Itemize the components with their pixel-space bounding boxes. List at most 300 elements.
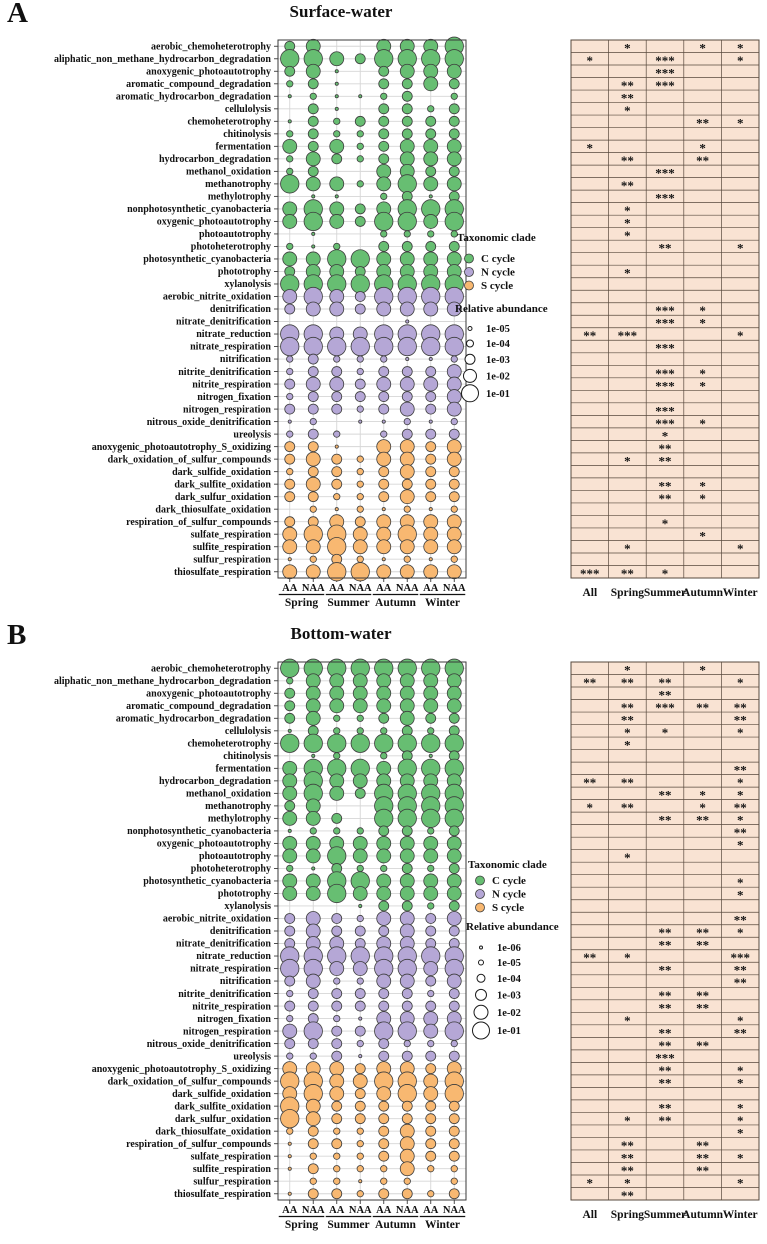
- bubble: [375, 50, 393, 68]
- bubble: [447, 377, 461, 391]
- bubble: [449, 901, 459, 911]
- bubble: [400, 1149, 414, 1163]
- bubble: [449, 79, 459, 89]
- bubble: [445, 212, 463, 230]
- bubble: [288, 95, 291, 98]
- bubble: [379, 104, 389, 114]
- bubble: [402, 826, 412, 836]
- bubble: [334, 493, 340, 499]
- legend-size-label: 1e-03: [497, 990, 521, 1002]
- sig-cell: ***: [655, 415, 675, 431]
- bubble: [283, 139, 297, 153]
- bubble: [355, 216, 365, 226]
- bubble: [288, 1155, 291, 1158]
- row-label: methylotrophy: [207, 813, 271, 825]
- sig-cell: **: [696, 153, 710, 169]
- bubble: [426, 1151, 436, 1161]
- bubble: [334, 356, 340, 362]
- bubble: [332, 367, 342, 377]
- bubble: [332, 479, 342, 489]
- bubble: [359, 95, 362, 98]
- sig-cell: *: [699, 787, 706, 803]
- bubble: [447, 699, 461, 713]
- bubble: [426, 241, 436, 251]
- bubble: [424, 177, 438, 191]
- bubble: [287, 678, 293, 684]
- x-axis-label: NAA: [442, 1205, 466, 1216]
- bubble: [310, 1178, 316, 1184]
- season-label: Autumn: [375, 1219, 416, 1231]
- bubble: [287, 243, 293, 249]
- sig-cell: *: [699, 800, 706, 816]
- bubble: [285, 442, 295, 452]
- bubble: [381, 865, 387, 871]
- row-label: sulfite_respiration: [192, 541, 271, 553]
- sig-cell: **: [733, 699, 747, 715]
- bubble: [332, 404, 342, 414]
- bubble: [449, 129, 459, 139]
- sig-cell: **: [658, 925, 672, 941]
- sig-cell: **: [733, 762, 747, 778]
- bubble: [379, 241, 389, 251]
- sig-cell: *: [699, 528, 706, 544]
- bubble: [357, 506, 363, 512]
- sig-cell: **: [658, 478, 672, 494]
- bubble: [353, 674, 367, 688]
- bubble: [332, 1114, 342, 1124]
- bubble: [377, 974, 391, 988]
- bubble: [308, 367, 318, 377]
- sig-cell: **: [620, 77, 634, 93]
- bubble: [381, 431, 387, 437]
- bubble: [449, 1051, 459, 1061]
- sig-cell: **: [620, 674, 634, 690]
- bubble: [306, 1112, 320, 1126]
- bubble: [447, 390, 461, 404]
- bubble: [330, 214, 344, 228]
- bubble: [353, 962, 367, 976]
- bubble: [375, 337, 393, 355]
- bubble: [357, 456, 363, 462]
- bubble: [328, 847, 346, 865]
- bubble: [332, 989, 342, 999]
- row-label: sulfite_respiration: [192, 1163, 271, 1175]
- bubble: [353, 1074, 367, 1088]
- bubble: [400, 452, 414, 466]
- sig-cell: *: [736, 1125, 744, 1141]
- bubble: [426, 116, 436, 126]
- bubble: [334, 728, 340, 734]
- bubble: [379, 1151, 389, 1161]
- row-label: aromatic_compound_degradation: [126, 700, 271, 712]
- bubble: [353, 836, 367, 850]
- legend-size-swatch: [462, 385, 479, 402]
- row-label: photosynthetic_cyanobacteria: [143, 876, 271, 888]
- legend-size-label: 1e-05: [486, 324, 510, 335]
- bubble: [310, 828, 316, 834]
- sig-cell: ***: [655, 403, 675, 419]
- bubble: [426, 479, 436, 489]
- row-label: dark_thiosulfate_oxidation: [155, 504, 271, 516]
- bubble: [382, 420, 385, 423]
- sig-cell: **: [658, 1100, 672, 1116]
- bubble: [377, 849, 391, 863]
- row-label: dark_sulfur_oxidation: [174, 1113, 271, 1125]
- bubble: [400, 686, 414, 700]
- legend-abundance-title: Relative abundance: [466, 921, 559, 933]
- bubble: [400, 874, 414, 888]
- bubble: [357, 865, 363, 871]
- bubble: [332, 1051, 342, 1061]
- x-axis-label: NAA: [395, 583, 419, 594]
- bubble: [357, 1140, 363, 1146]
- bubble: [424, 252, 438, 266]
- x-axis-label: AA: [423, 1205, 439, 1216]
- bubble: [447, 64, 461, 78]
- bubble: [332, 913, 342, 923]
- bubble: [283, 774, 297, 788]
- row-label: nitrate_respiration: [190, 963, 271, 975]
- bubble: [306, 302, 320, 316]
- sig-cell: **: [583, 775, 597, 791]
- legend-clade-label: C cycle: [492, 875, 526, 887]
- bubble: [400, 302, 414, 316]
- bubble: [357, 728, 363, 734]
- bubble: [287, 156, 293, 162]
- bubble: [306, 477, 320, 491]
- bubble: [449, 713, 459, 723]
- bubble: [285, 517, 295, 527]
- bubble: [330, 139, 344, 153]
- bubble: [287, 990, 293, 996]
- bubble: [424, 886, 438, 900]
- bubble: [287, 865, 293, 871]
- bubble: [355, 1089, 365, 1099]
- bubble: [428, 1191, 434, 1197]
- sig-cell: *: [736, 240, 744, 256]
- bubble: [330, 177, 344, 191]
- bubble: [306, 177, 320, 191]
- sig-cell: ***: [730, 950, 750, 966]
- sig-cell: ***: [655, 77, 675, 93]
- bubble: [351, 275, 369, 293]
- bubble: [381, 356, 387, 362]
- bubble: [335, 82, 338, 85]
- bubble: [428, 106, 434, 112]
- sig-cell: ***: [655, 190, 675, 206]
- sig-cell: ***: [655, 303, 675, 319]
- bubble: [402, 104, 412, 114]
- bubble: [449, 863, 459, 873]
- bubble: [400, 911, 414, 925]
- legend-size-label: 1e-04: [486, 339, 510, 350]
- bubble: [351, 337, 369, 355]
- sig-cell: *: [624, 265, 631, 281]
- bubble: [357, 1153, 363, 1159]
- sig-cell: **: [658, 937, 672, 953]
- bubble: [447, 874, 461, 888]
- bubble: [281, 959, 299, 977]
- sig-cell: **: [620, 712, 634, 728]
- legend-clade-swatch: [465, 268, 474, 277]
- legend-size-label: 1e-05: [497, 958, 521, 969]
- row-label: fermentation: [215, 763, 271, 775]
- row-label: photosynthetic_cyanobacteria: [143, 254, 271, 266]
- sig-cell: *: [699, 478, 706, 494]
- bubble: [308, 989, 318, 999]
- legend: [455, 232, 548, 402]
- bubble: [288, 120, 291, 123]
- bubble: [451, 356, 457, 362]
- bubble: [283, 849, 297, 863]
- bubble: [283, 836, 297, 850]
- legend-clade-label: N cycle: [481, 266, 515, 279]
- bubble: [447, 565, 461, 579]
- sig-cell: *: [624, 103, 631, 119]
- bubble: [357, 978, 363, 984]
- bubble: [308, 1164, 318, 1174]
- row-label: methanol_oxidation: [185, 788, 271, 800]
- bubble: [332, 467, 342, 477]
- bubble: [398, 734, 416, 752]
- bubble: [424, 77, 438, 91]
- bubble: [330, 674, 344, 688]
- bubble: [281, 337, 299, 355]
- bubble: [355, 926, 365, 936]
- bubble: [377, 699, 391, 713]
- bubble: [285, 454, 295, 464]
- bubble: [308, 104, 318, 114]
- table-header: All: [582, 587, 598, 599]
- row-label: respiration_of_sulfur_compounds: [126, 1138, 271, 1150]
- legend-size-label: 1e-01: [497, 1026, 521, 1037]
- bubble: [379, 492, 389, 502]
- panel-letter-b: B: [7, 619, 27, 651]
- bubble: [426, 1139, 436, 1149]
- bubble: [404, 1040, 410, 1046]
- bubble: [283, 527, 297, 541]
- row-label: photoautotrophy: [198, 229, 271, 241]
- bubble: [306, 64, 320, 78]
- season-label: Autumn: [375, 597, 416, 609]
- bubble: [306, 377, 320, 391]
- row-label: aerobic_chemoheterotrophy: [151, 663, 271, 675]
- row-label: chemoheterotrophy: [187, 738, 271, 750]
- bubble: [449, 1126, 459, 1136]
- row-label: aromatic_compound_degradation: [126, 78, 271, 90]
- bubble: [304, 734, 322, 752]
- bubble: [449, 479, 459, 489]
- bubble: [332, 1026, 342, 1036]
- legend-clade-title: Taxonomic clade: [468, 859, 547, 871]
- row-label: anoxygenic_photoautotrophy: [146, 66, 271, 78]
- bubble: [287, 81, 293, 87]
- bubble: [375, 1022, 393, 1040]
- bubble: [377, 911, 391, 925]
- bubble: [335, 445, 338, 448]
- sig-cell: *: [736, 328, 744, 344]
- row-label: anoxygenic_photoautotrophy: [146, 688, 271, 700]
- bubble: [283, 289, 297, 303]
- legend-size-swatch: [476, 989, 487, 1000]
- legend-size-swatch: [468, 327, 472, 331]
- x-axis-label: NAA: [348, 583, 372, 594]
- bubble: [377, 302, 391, 316]
- legend-clade-swatch: [476, 876, 485, 885]
- bubble: [447, 177, 461, 191]
- bubble: [357, 1191, 363, 1197]
- bubble: [379, 713, 389, 723]
- bubble: [400, 139, 414, 153]
- bubble: [287, 393, 293, 399]
- bubble: [377, 1087, 391, 1101]
- x-axis-label: NAA: [348, 1205, 372, 1216]
- row-label: nonphotosynthetic_cyanobacteria: [127, 826, 271, 838]
- bubble: [283, 886, 297, 900]
- sig-cell: **: [696, 115, 710, 131]
- bubble: [429, 195, 432, 198]
- sig-cell: **: [620, 1137, 634, 1153]
- row-label: dark_thiosulfate_oxidation: [155, 1126, 271, 1138]
- bubble: [426, 442, 436, 452]
- bubble: [382, 508, 385, 511]
- bubble: [306, 799, 320, 813]
- bubble: [281, 1109, 299, 1127]
- bubble: [379, 154, 389, 164]
- bubble: [400, 490, 414, 504]
- bubble: [357, 406, 363, 412]
- sig-cell: *: [586, 800, 594, 816]
- sig-cell: *: [699, 140, 706, 156]
- bubble: [426, 129, 436, 139]
- bubble: [404, 556, 410, 562]
- legend-clade-swatch: [465, 254, 474, 263]
- bubble: [283, 761, 297, 775]
- sig-cell: *: [624, 540, 631, 556]
- row-label: aromatic_hydrocarbon_degradation: [115, 91, 271, 103]
- bubble: [377, 674, 391, 688]
- bubble: [402, 989, 412, 999]
- bubble: [379, 1139, 389, 1149]
- row-label: nitrite_respiration: [192, 1001, 271, 1013]
- sig-cell: **: [658, 1000, 672, 1016]
- bubble: [306, 886, 320, 900]
- sig-cell: **: [620, 1162, 634, 1178]
- sig-cell: *: [736, 1012, 744, 1028]
- bubble: [377, 452, 391, 466]
- bubble: [332, 1039, 342, 1049]
- bubble: [332, 1189, 342, 1199]
- sig-cell: **: [620, 565, 634, 581]
- sig-cell: **: [733, 975, 747, 991]
- bubble: [306, 811, 320, 825]
- row-label: thiosulfate_respiration: [173, 1188, 271, 1200]
- bubble: [449, 429, 459, 439]
- bubble: [447, 252, 461, 266]
- bubble: [357, 715, 363, 721]
- table-header: Winter: [722, 587, 758, 599]
- legend-size-swatch: [477, 974, 485, 982]
- row-label: dark_sulfite_oxidation: [174, 1101, 271, 1113]
- bubble: [426, 367, 436, 377]
- sig-cell: **: [696, 1150, 710, 1166]
- bubble: [357, 556, 363, 562]
- bubble: [451, 506, 457, 512]
- sig-cell: **: [733, 912, 747, 928]
- sig-cell: *: [736, 52, 744, 68]
- sig-cell: *: [736, 887, 744, 903]
- bubble: [287, 356, 293, 362]
- legend-size-label: 1e-02: [497, 1007, 521, 1019]
- bubble: [379, 129, 389, 139]
- panel-bottom-water: [0, 619, 767, 1244]
- bubble: [288, 1142, 291, 1145]
- bubble: [447, 440, 461, 454]
- bubble: [445, 337, 463, 355]
- bubble: [288, 1167, 291, 1170]
- bubble: [285, 304, 295, 314]
- bubble: [449, 926, 459, 936]
- bubble: [359, 1180, 362, 1183]
- bubble: [447, 886, 461, 900]
- bubble: [308, 1126, 318, 1136]
- sig-cell: ***: [655, 365, 675, 381]
- sig-cell: ***: [655, 699, 675, 715]
- row-label: nitrogen_respiration: [183, 404, 271, 416]
- sig-cell: *: [586, 140, 594, 156]
- bubble: [424, 515, 438, 529]
- row-label: denitrification: [209, 926, 271, 938]
- sig-cell: **: [696, 1137, 710, 1153]
- season-label: Summer: [327, 597, 370, 609]
- bubble: [424, 1012, 438, 1026]
- legend-size-swatch: [465, 354, 475, 364]
- legend-clade-label: S cycle: [481, 280, 514, 292]
- row-label: ureolysis: [233, 1051, 271, 1063]
- bubble: [424, 214, 438, 228]
- row-label: sulfate_respiration: [190, 1151, 271, 1163]
- bubble: [335, 70, 338, 73]
- bubble: [306, 674, 320, 688]
- bubble: [283, 214, 297, 228]
- bubble: [381, 753, 387, 759]
- bubble: [398, 337, 416, 355]
- bubble: [400, 402, 414, 416]
- sig-cell: **: [620, 90, 634, 106]
- bubble: [287, 1053, 293, 1059]
- bubble: [285, 913, 295, 923]
- bubble: [308, 392, 318, 402]
- bubble: [398, 175, 416, 193]
- sig-cell: ***: [655, 165, 675, 181]
- bubble: [375, 734, 393, 752]
- bubble: [422, 734, 440, 752]
- bubble: [351, 734, 369, 752]
- bubble: [379, 989, 389, 999]
- bubble: [332, 1139, 342, 1149]
- x-axis-label: NAA: [301, 583, 325, 594]
- sig-cell: *: [736, 1112, 744, 1128]
- bubble: [449, 1001, 459, 1011]
- bubble: [377, 164, 391, 178]
- row-label: nonphotosynthetic_cyanobacteria: [127, 204, 271, 216]
- row-label: aerobic_nitrite_oxidation: [162, 913, 271, 925]
- bubble: [355, 304, 365, 314]
- bubble: [379, 1126, 389, 1136]
- sig-cell: *: [736, 812, 744, 828]
- bubble: [308, 141, 318, 151]
- row-label: dark_oxidation_of_sulfur_compounds: [107, 1076, 271, 1088]
